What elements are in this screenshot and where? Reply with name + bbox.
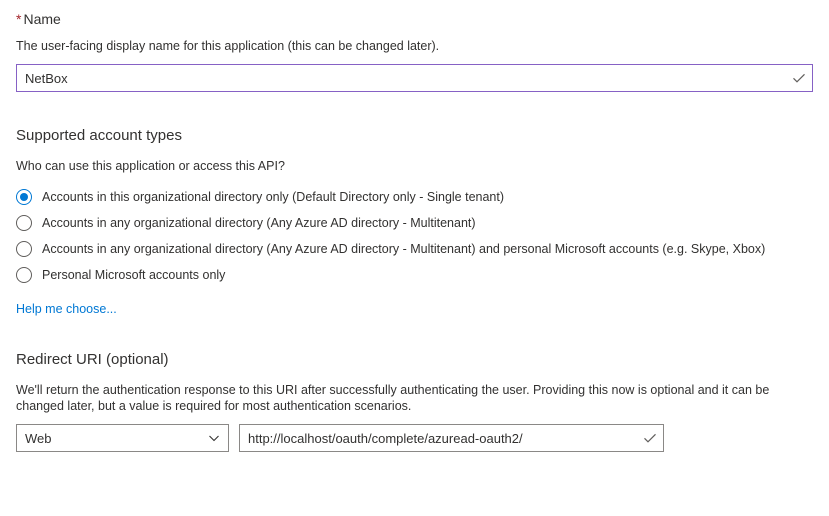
chevron-down-icon <box>200 425 228 451</box>
radio-indicator[interactable] <box>16 215 32 231</box>
spacer <box>16 92 813 126</box>
checkmark-icon <box>637 425 663 451</box>
help-me-choose-link[interactable]: Help me choose... <box>16 302 117 316</box>
required-asterisk: * <box>16 11 22 27</box>
radio-indicator[interactable] <box>16 267 32 283</box>
radio-option-personal-only[interactable] <box>16 262 813 288</box>
radio-option-label: Personal Microsoft accounts only <box>42 268 226 282</box>
radio-option-multitenant-personal[interactable] <box>16 236 813 262</box>
radio-option-multitenant[interactable] <box>16 210 813 236</box>
redirect-uri-title: Redirect URI (optional) <box>16 351 169 368</box>
redirect-uri-group <box>16 350 813 452</box>
radio-option-label: Accounts in any organizational directory (Any Azure AD directory - Multitenant) and personal Microsoft accounts (e.g. Skype, Xbox) <box>42 242 766 256</box>
radio-indicator[interactable] <box>16 241 32 257</box>
name-field-group <box>16 10 813 92</box>
checkmark-icon <box>786 65 812 91</box>
name-input[interactable] <box>17 65 786 91</box>
supported-account-types-question: Who can use this application or access this API? <box>16 159 285 173</box>
redirect-uri-input[interactable] <box>240 425 637 451</box>
radio-indicator[interactable] <box>16 189 32 205</box>
spacer <box>16 316 813 350</box>
platform-select-value: Web <box>25 430 52 446</box>
name-label-text: Name <box>23 11 61 27</box>
account-type-radio-group <box>16 184 813 288</box>
redirect-uri-description: We'll return the authentication response to this URI after successfully authenticating the user. Providing this now is optional and it can be changed later, but a value is required for most authentication scenarios. <box>16 383 770 413</box>
redirect-uri-textbox[interactable] <box>239 424 664 452</box>
name-label <box>16 10 813 28</box>
supported-account-types-title: Supported account types <box>16 127 182 144</box>
name-textbox[interactable] <box>16 64 813 92</box>
redirect-uri-row <box>16 424 813 452</box>
radio-option-label: Accounts in this organizational directory only (Default Directory only - Single tenant) <box>42 190 505 204</box>
name-description: The user-facing display name for this application (this can be changed later). <box>16 39 440 53</box>
platform-select[interactable] <box>16 424 229 452</box>
radio-option-label: Accounts in any organizational directory (Any Azure AD directory - Multitenant) <box>42 216 476 230</box>
radio-option-single-tenant[interactable] <box>16 184 813 210</box>
supported-account-types-group <box>16 126 813 316</box>
